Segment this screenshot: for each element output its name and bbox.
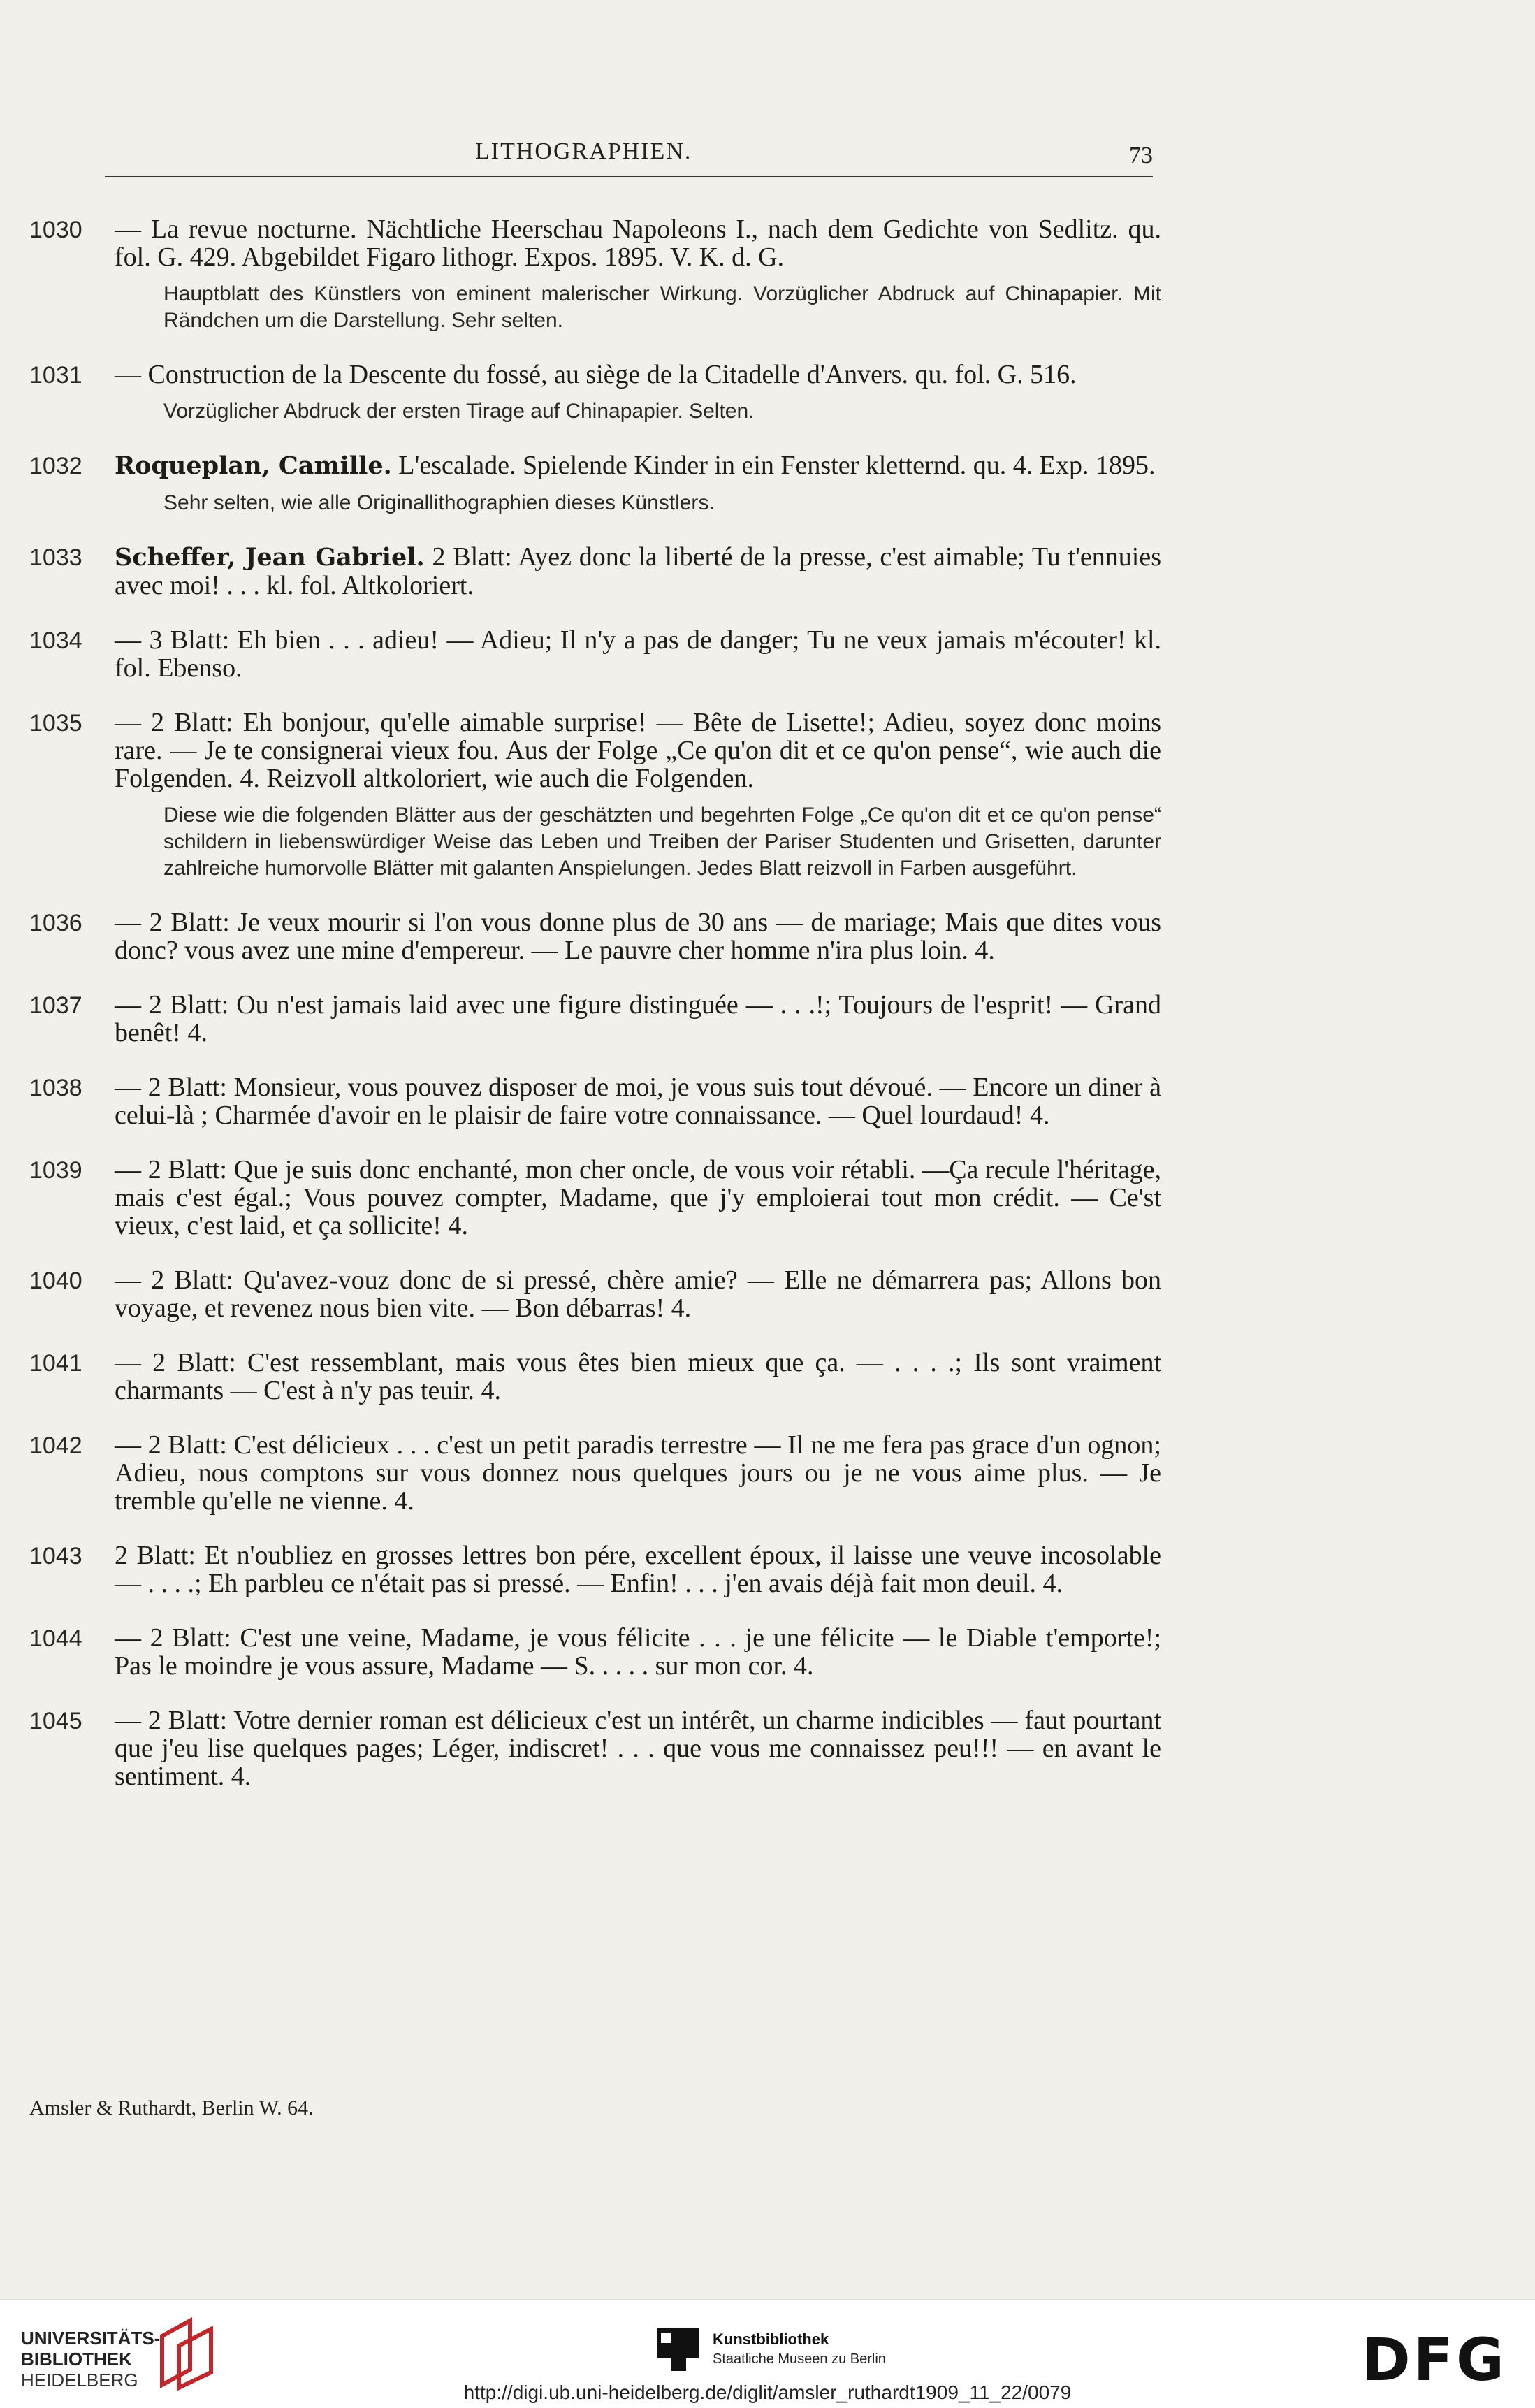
page-number: 73: [1129, 143, 1153, 168]
catalog-entry: [29, 1431, 1161, 1515]
entry-number: 1040: [29, 1268, 82, 1294]
catalog-entry: [29, 1349, 1161, 1405]
catalog-entry: [29, 626, 1161, 682]
entry-text: — La revue nocturne. Nächtliche Heerschau Napoleons I., nach dem Gedichte von Sedlitz. qu. fol. G. 429. Abgebildet Figaro lithogr. Expos. 1895. V. K. d. G.: [115, 215, 1161, 272]
catalog-entry: [29, 991, 1161, 1047]
uni-line-2: BIBLIOTHEK: [21, 2349, 132, 2370]
catalog-entry: [29, 215, 1161, 334]
entry-number: 1034: [29, 628, 82, 654]
entry-number: 1031: [29, 362, 82, 389]
entry-text: — 2 Blatt: Que je suis donc enchanté, mon cher oncle, de vous voir rétabli. —Ça recule l'héritage, mais c'est égal.; Vous pouvez compter, Madame, que j'y emploierai tout mon crédit. — Ce'st vieux, c'est laid, et ça sollicite! 4.: [115, 1155, 1161, 1240]
entry-number: 1039: [29, 1157, 82, 1184]
entry-number: 1036: [29, 910, 82, 936]
uni-line-3: HEIDELBERG: [21, 2370, 138, 2391]
entry-number: 1038: [29, 1075, 82, 1101]
artist-name: Scheffer, Jean Gabriel.: [115, 543, 425, 572]
catalog-entry: [29, 543, 1161, 600]
dfg-logo[interactable]: DFG: [1361, 2326, 1507, 2394]
catalog-entry: [29, 1156, 1161, 1240]
entry-text: — 2 Blatt: Qu'avez-vouz donc de si pressé, chère amie? — Elle ne démarrera pas; Allons bon voyage, et revenez nous bien vite. — Bon débarras! 4.: [115, 1265, 1161, 1323]
entry-text: 2 Blatt: Et n'oubliez en grosses lettres bon pére, excellent époux, il laisse une veuve incosolable — . . . .; Eh parbleu ce n'était pas si pressé. — Enfin! . . . j'en avais déjà fait mon deuil. 4.: [115, 1541, 1161, 1598]
entry-text: — 2 Blatt: C'est délicieux . . . c'est un petit paradis terrestre — Il ne me fera pas grace d'un ognon; Adieu, nous comptons sur vous donnez nous quelques jours ou je ne vous aime plus. — Je tremble qu'elle ne vienne. 4.: [115, 1430, 1161, 1516]
entry-number: 1033: [29, 544, 82, 571]
catalog-entry: [29, 1706, 1161, 1790]
entry-number: 1042: [29, 1433, 82, 1459]
entry-text: [115, 543, 1161, 600]
header-title: LITHOGRAPHIEN.: [475, 138, 692, 164]
entry-number: 1032: [29, 453, 82, 479]
running-header: [105, 134, 1153, 177]
entry-text: — 2 Blatt: C'est une veine, Madame, je vous félicite . . . je une félicite — le Diable t'emporte!; Pas le moindre je vous assure, Madame — S. . . . . sur mon cor. 4.: [115, 1623, 1161, 1681]
entry-description: L'escalade. Spielende Kinder in ein Fenster kletternd. qu. 4. Exp. 1895.: [398, 451, 1156, 480]
entry-number: 1043: [29, 1543, 82, 1569]
entry-note: Diese wie die folgenden Blätter aus der geschätzten und begehrten Folge „Ce qu'on dit et ce qu'on pense“ schildern in liebenswürdiger Weise das Leben und Treiben der Pariser Studenten und Grisetten, darunter zahlreiche humorvolle Blätter mit galanten Anspielungen. Jedes Blatt reizvoll in Farben ausgeführt.: [163, 804, 1161, 880]
kb-subtitle: Staatliche Museen zu Berlin: [713, 2351, 886, 2367]
entry-text: — 2 Blatt: Ou n'est jamais laid avec une figure distinguée — . . .!; Toujours de l'esprit! — Grand benêt! 4.: [115, 990, 1161, 1047]
entry-text: — 2 Blatt: Votre dernier roman est délicieux c'est un intérêt, un charme indicibles — faut pourtant que j'eu lise quelques pages; Léger, indiscret! . . . que vous me connaissez peu!!! — en avant le sentiment. 4.: [115, 1706, 1161, 1791]
digitization-footer: [0, 2299, 1535, 2408]
entry-number: 1044: [29, 1625, 82, 1652]
artist-name: Roqueplan, Camille.: [115, 451, 392, 480]
catalog-entry: [29, 1542, 1161, 1597]
entry-number: 1030: [29, 217, 82, 243]
catalog-entry: [29, 709, 1161, 882]
entry-text: — Construction de la Descente du fossé, au siège de la Citadelle d'Anvers. qu. fol. G. 516.: [115, 360, 1077, 389]
entry-text: [115, 451, 1161, 480]
catalog-entry: [29, 1624, 1161, 1680]
entry-text: — 2 Blatt: Eh bonjour, qu'elle aimable surprise! — Bête de Lisette!; Adieu, soyez donc moins rare. — Je te consignerai vieux fou. Aus der Folge „Ce qu'on dit et ce qu'on pense“, wie auch die Folgenden. 4. Reizvoll altkoloriert, wie auch die Folgenden.: [115, 708, 1161, 793]
entry-text: — 2 Blatt: Monsieur, vous pouvez disposer de moi, je vous suis tout dévoué. — Encore un diner à celui-là ; Charmée d'avoir en le plaisir de faire votre connaissance. — Quel lourdaud! 4.: [115, 1073, 1161, 1130]
catalog-entry: [29, 361, 1161, 425]
catalog-entry: [29, 908, 1161, 964]
catalog-entry: [29, 1266, 1161, 1322]
kb-title: Kunstbibliothek: [713, 2330, 829, 2348]
catalog-entries: [29, 215, 1161, 1817]
entry-number: 1037: [29, 992, 82, 1019]
entry-description: 2 Blatt: Ayez donc la liberté de la presse, c'est aimable; Tu t'ennuies avec moi! . . . kl. fol. Altkoloriert.: [115, 542, 1162, 600]
uni-line-1: UNIVERSITÄTS-: [21, 2328, 161, 2349]
entry-note: Hauptblatt des Künstlers von eminent malerischer Wirkung. Vorzüglicher Abdruck auf Chinapapier. Mit Rändchen um die Darstellung. Sehr selten.: [163, 282, 1161, 332]
entry-text: — 2 Blatt: Je veux mourir si l'on vous donne plus de 30 ans — de mariage; Mais que dites vous donc? vous avez une mine d'empereur. — Le pauvre cher homme n'ira plus loin. 4.: [115, 908, 1161, 965]
entry-text: — 3 Blatt: Eh bien . . . adieu! — Adieu; Il n'y a pas de danger; Tu ne veux jamais m'écouter! kl. fol. Ebenso.: [115, 625, 1161, 683]
publisher-imprint: Amsler & Ruthardt, Berlin W. 64.: [29, 2096, 314, 2119]
university-logo-icon: [155, 2315, 219, 2392]
catalog-entry: [29, 451, 1161, 516]
entry-number: 1041: [29, 1350, 82, 1377]
permalink[interactable]: http://digi.ub.uni-heidelberg.de/diglit/amsler_ruthardt1909_11_22/0079: [463, 2381, 1072, 2403]
entry-number: 1035: [29, 710, 82, 737]
entry-note: Sehr selten, wie alle Originallithographien dieses Künstlers.: [163, 491, 715, 514]
kunstbibliothek-icon: [657, 2328, 699, 2371]
entry-number: 1045: [29, 1708, 82, 1734]
entry-note: Vorzüglicher Abdruck der ersten Tirage auf Chinapapier. Selten.: [163, 400, 755, 423]
catalog-entry: [29, 1073, 1161, 1129]
entry-text: — 2 Blatt: C'est ressemblant, mais vous êtes bien mieux que ça. — . . . .; Ils sont vraiment charmants — C'est à n'y pas teuir. 4.: [115, 1348, 1161, 1405]
